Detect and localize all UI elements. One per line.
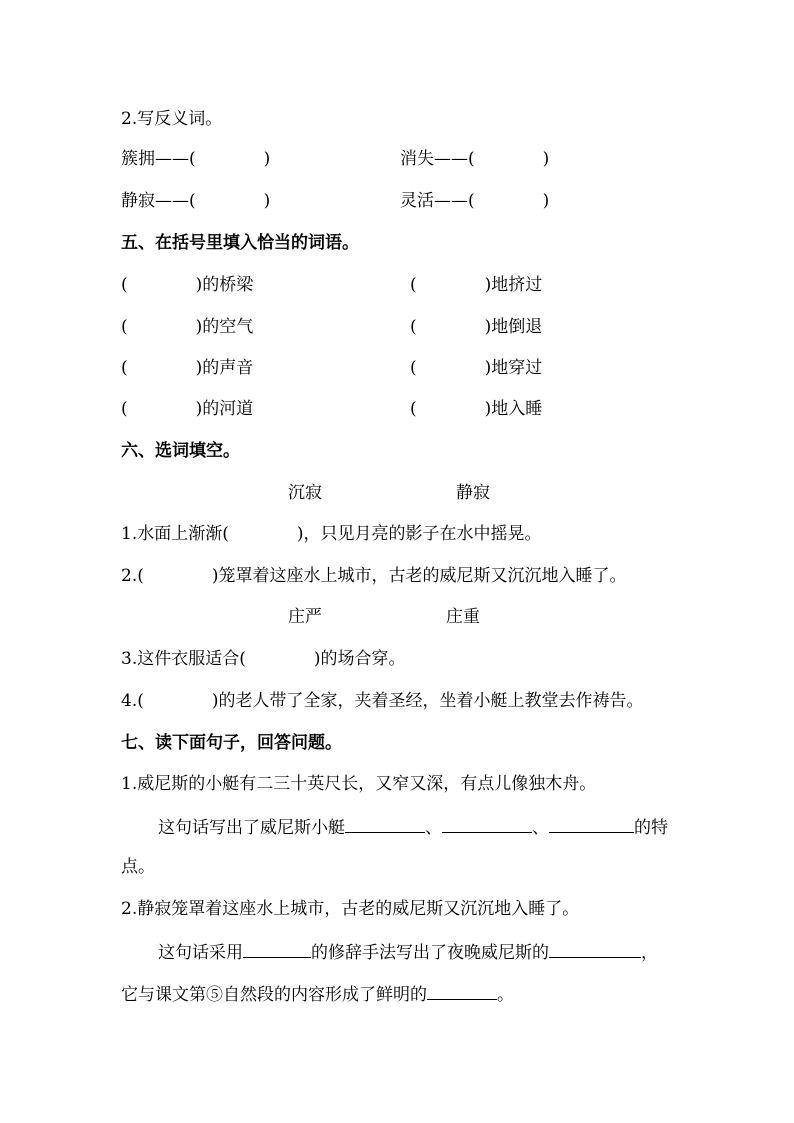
answer-blank[interactable] [243,941,311,958]
antonym-item: 灵活——( ) [400,191,550,211]
sentence-1: 1.水面上渐渐( )，只见月亮的影子在水中摇晃。 [121,524,542,544]
antonym-item: 消失——( ) [400,149,550,169]
answer-blank[interactable] [345,816,425,833]
answer-blank[interactable] [549,816,634,833]
answer-blank[interactable] [442,816,532,833]
sentence-3: 3.这件衣服适合( )的场合穿。 [121,649,406,669]
answer-tail: 的特 [634,818,668,838]
answer-mid: 的修辞手法写出了夜晚威尼斯的 [311,943,549,963]
answer-lead: 这句话写出了威尼斯小艇 [158,818,345,838]
fill-item: ( )地挤过 [410,275,543,295]
fill-item: ( )的空气 [121,317,254,337]
answer-line-1 [158,816,668,838]
fill-item: ( )地倒退 [410,317,543,337]
answer-line-3 [121,983,514,1005]
section5-heading: 五、在括号里填入恰当的词语。 [121,233,359,253]
answer-comma: ， [641,943,658,963]
answer-end: 。 [497,985,514,1005]
sentence-2: 2.( )笼罩着这座水上城市，古老的威尼斯又沉沉地入睡了。 [121,566,627,586]
answer-lead: 这句话采用 [158,943,243,963]
fill-item: ( )地穿过 [410,358,543,378]
separator: 、 [425,818,442,838]
word-choice: 沉寂 [288,483,322,503]
answer-tail-line: 点。 [121,857,155,877]
separator: 、 [532,818,549,838]
section6-heading: 六、选词填空。 [121,441,240,461]
antonym-item: 静寂——( ) [121,191,271,211]
fill-item: ( )的河道 [121,399,254,419]
answer-lead: 它与课文第⑤自然段的内容形成了鲜明的 [121,985,427,1005]
fill-item: ( )地入睡 [410,399,543,419]
sentence-4: 4.( )的老人带了全家，夹着圣经，坐着小艇上教堂去作祷告。 [121,691,644,711]
fill-item: ( )的声音 [121,358,254,378]
antonym-item: 簇拥——( ) [121,149,271,169]
answer-line-2 [158,941,658,963]
answer-blank[interactable] [549,941,641,958]
reading-sentence-1: 1.威尼斯的小艇有二三十英尺长，又窄又深，有点儿像独木舟。 [121,774,597,794]
section7-heading: 七、读下面句子，回答问题。 [121,733,342,753]
reading-sentence-2: 2.静寂笼罩着这座水上城市，古老的威尼斯又沉沉地入睡了。 [121,899,580,919]
fill-item: ( )的桥梁 [121,275,254,295]
word-choice: 静寂 [456,483,490,503]
q2-heading: 2.写反义词。 [121,109,223,129]
answer-blank[interactable] [427,983,497,1000]
word-choice: 庄严 [288,607,322,627]
word-choice: 庄重 [446,607,480,627]
